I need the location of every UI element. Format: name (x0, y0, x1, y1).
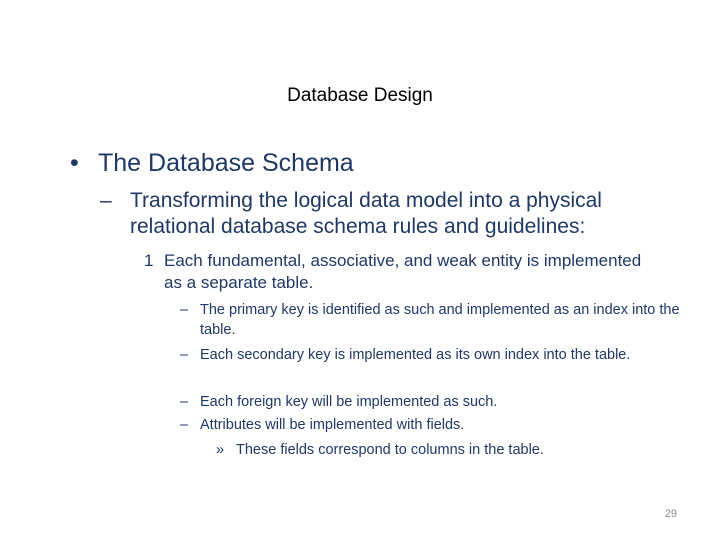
sub-bullet (180, 300, 680, 340)
numbered-item (144, 250, 644, 294)
sub-bullet (180, 345, 680, 365)
page-number: 29 (664, 508, 677, 520)
bullet-text: The Database Schema (98, 149, 354, 177)
bullet-text: Transforming the logical data model into a physical relational database schema rules and guidelines: (130, 189, 602, 238)
sub-sub-bullet (216, 440, 676, 460)
dash-marker: – (180, 347, 189, 363)
bullet-level2 (100, 188, 680, 240)
sub-bullet-text: The primary key is identified as such and implemented as an index into the table. (200, 302, 680, 338)
bullet-level1 (70, 148, 354, 178)
dash-marker: – (180, 394, 189, 410)
sub-bullet (180, 415, 680, 435)
dash-marker: – (180, 302, 189, 318)
sub-bullet-text: Each foreign key will be implemented as such. (200, 394, 498, 410)
sub-bullet-text: Attributes will be implemented with fields. (200, 417, 465, 433)
number-marker: 1 (144, 251, 154, 270)
numbered-item-text: Each fundamental, associative, and weak entity is implemented as a separate table. (164, 251, 642, 292)
sub-bullet (180, 392, 680, 412)
dash-marker: – (100, 189, 112, 212)
sub-sub-bullet-text: These fields correspond to columns in the table. (236, 442, 544, 458)
bullet-marker: • (70, 149, 79, 177)
dash-marker: – (180, 417, 189, 433)
chevron-marker: » (216, 442, 225, 458)
slide-title: Database Design (287, 85, 433, 106)
sub-bullet-text: Each secondary key is implemented as its own index into the table. (200, 347, 631, 363)
